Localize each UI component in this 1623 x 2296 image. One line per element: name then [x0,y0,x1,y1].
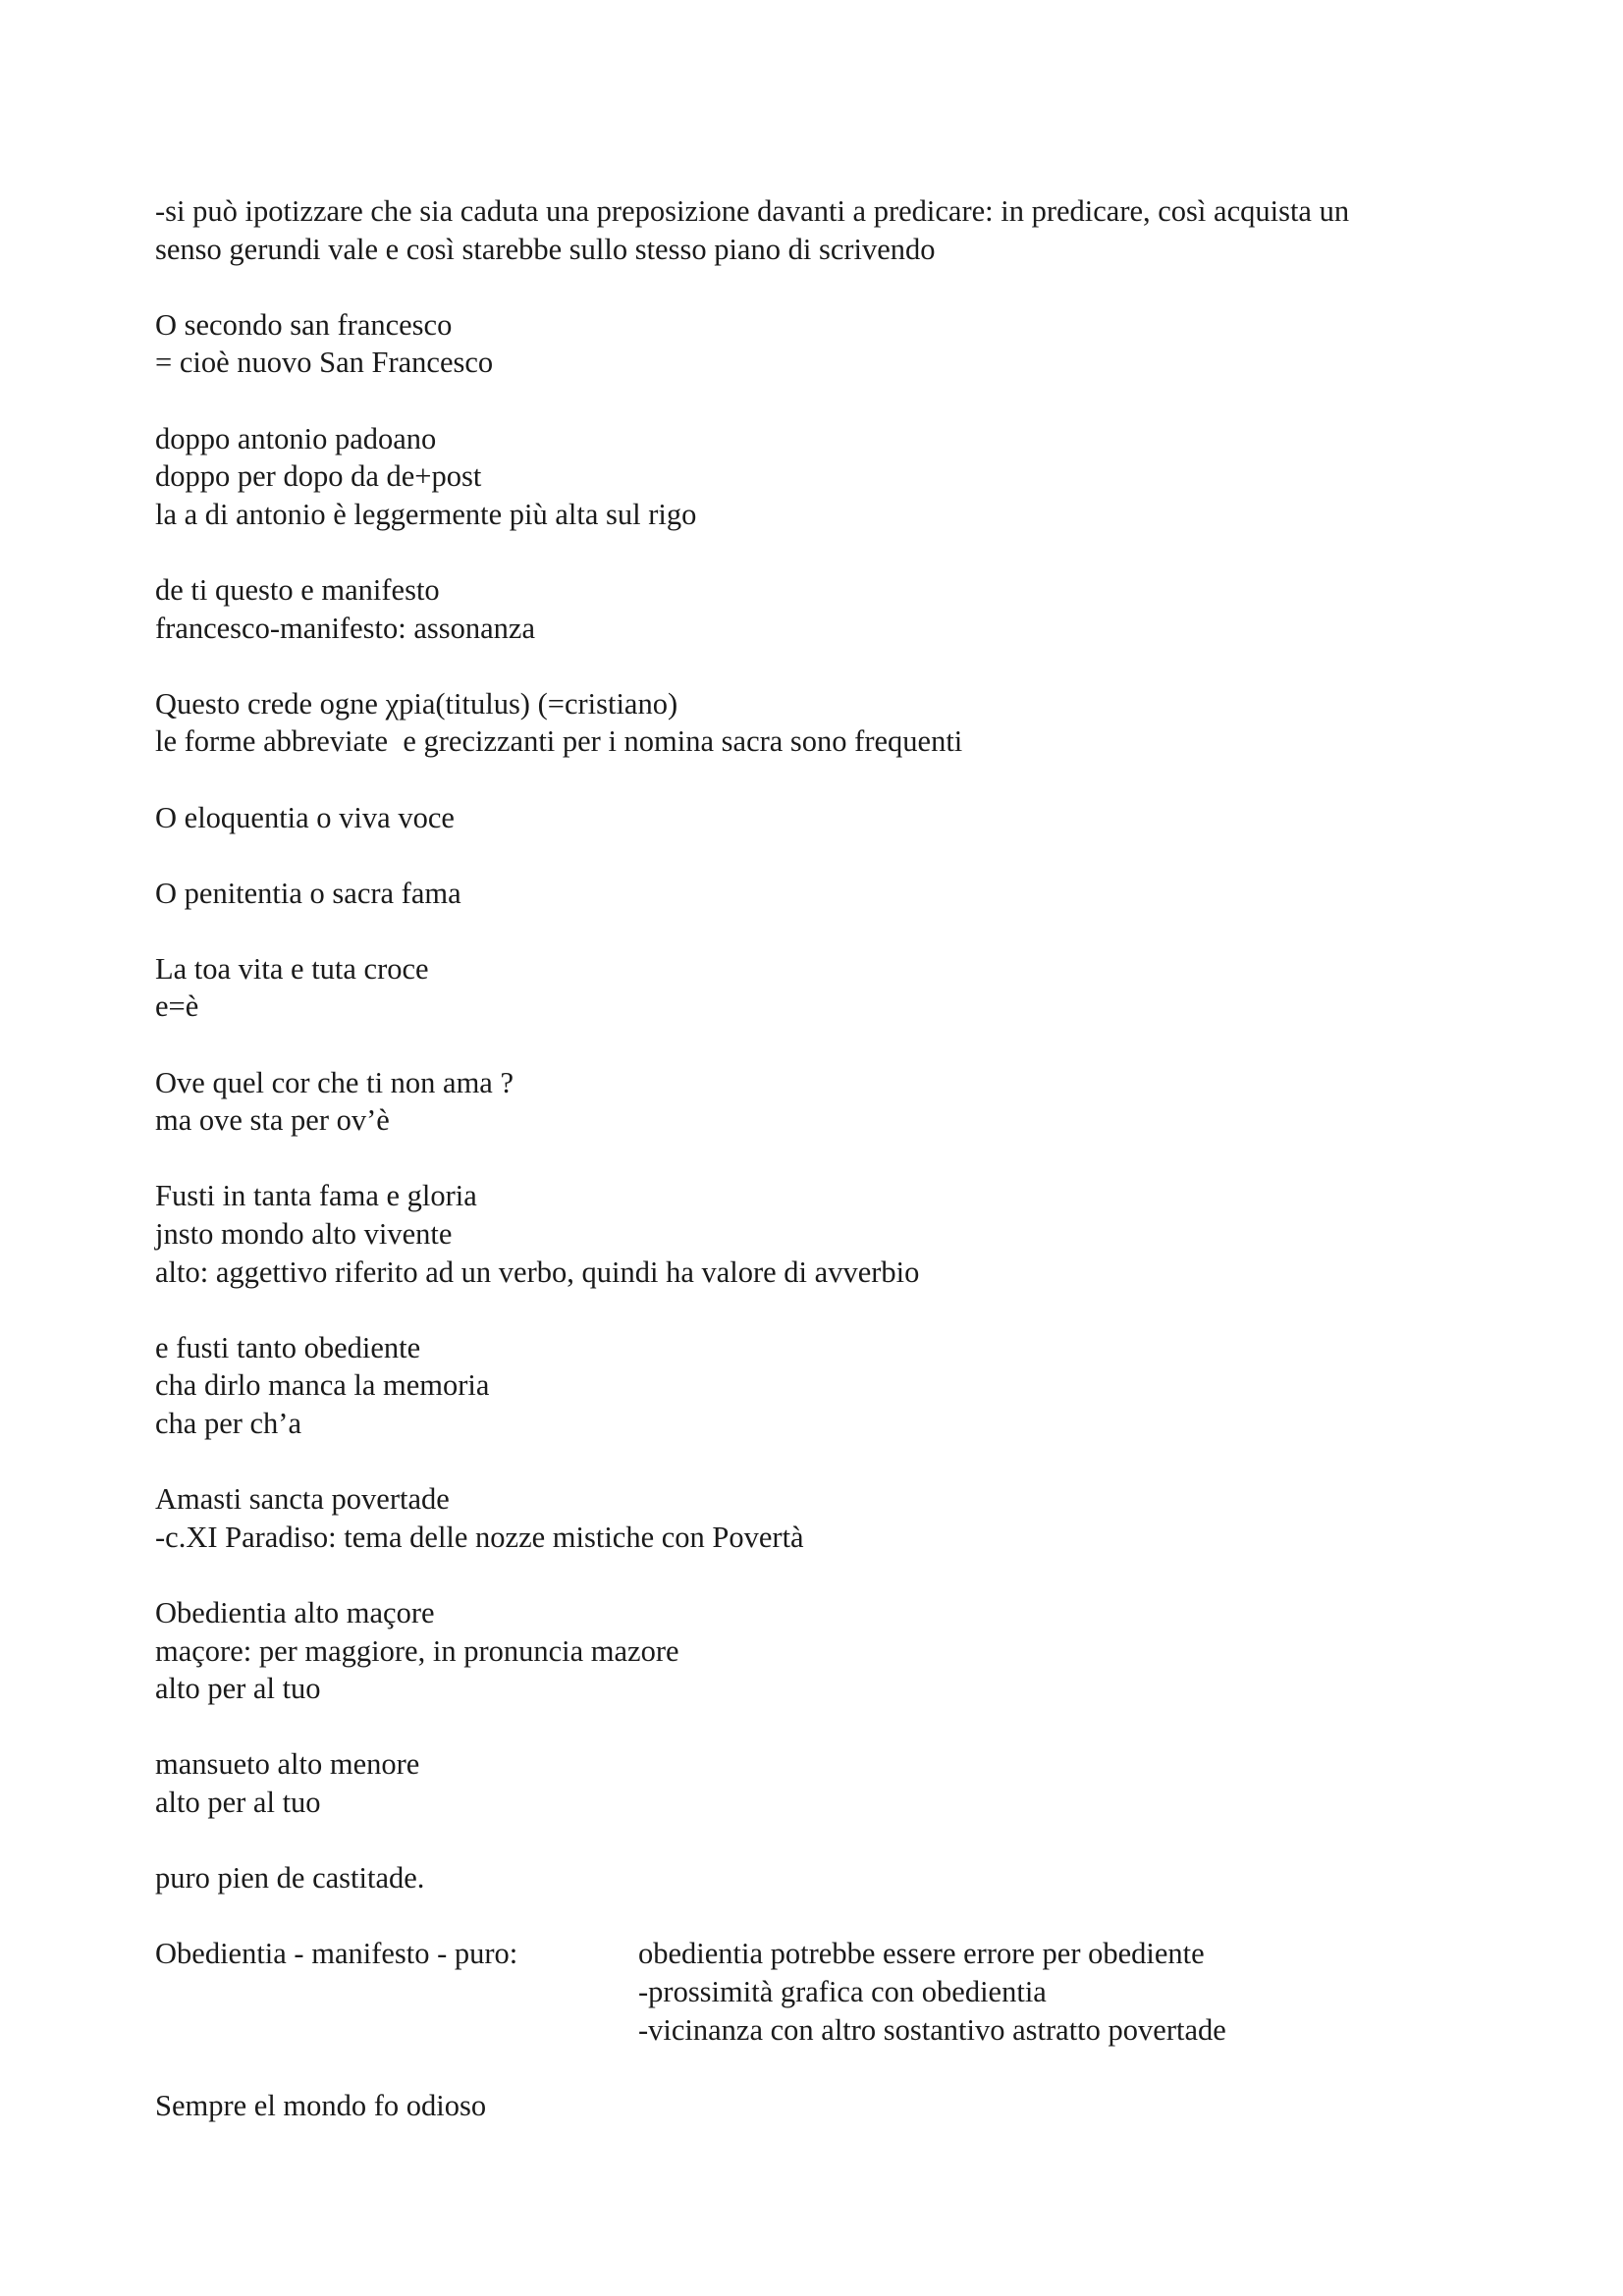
paragraph [155,2087,1530,2125]
text-line: O eloquentia o viva voce [155,800,455,834]
text-line: -si può ipotizzare che sia caduta una preposizione davanti a predicare: in predicare, così acquista un [155,194,1350,228]
note-line: -prossimità grafica con obedientia [638,1974,1047,2008]
text-line: = cioè nuovo San Francesco [155,346,494,380]
text-line: La toa vita e tuta croce [155,951,429,986]
text-line: mansueto alto menore [155,1747,420,1782]
paragraph [155,1859,1530,1897]
text-line: alto: aggettivo riferito ad un verbo, quindi ha valore di avverbio [155,1255,920,1289]
paragraph [155,1745,1530,1821]
text-line: jnsto mondo alto vivente [155,1217,453,1252]
text-line: la a di antonio è leggermente più alta sul rigo [155,497,697,531]
text-line: alto per al tuo [155,1785,321,1819]
final-line: Sempre el mondo fo odioso [155,2088,487,2122]
note-line: obedientia potrebbe essere errore per obediente [638,1937,1205,1971]
paragraph [155,799,1530,837]
note-line: -vicinanza con altro sostantivo astratto povertade [638,2012,1226,2047]
text-line: O penitentia o sacra fama [155,876,461,910]
text-line: le forme abbreviate e grecizzanti per i nomina sacra sono frequenti [155,724,963,759]
paragraph [155,950,1530,1026]
note-label-column [155,1935,638,2049]
text-line: doppo antonio padoano [155,421,437,455]
paragraph [155,306,1530,382]
text-line: alto per al tuo [155,1672,321,1706]
note-block [155,1935,1530,2049]
document-body [155,192,1530,2124]
text-line: Obedientia alto maçore [155,1595,435,1629]
paragraph [155,1594,1530,1708]
paragraph [155,571,1530,647]
text-line: e fusti tanto obediente [155,1330,421,1364]
note-lines-column [638,1935,1530,2049]
text-line: senso gerundi vale e così starebbe sullo stesso piano di scrivendo [155,232,936,266]
text-line: de ti questo e manifesto [155,572,440,607]
paragraph [155,1064,1530,1140]
text-line: Questo crede ogne χpia(titulus) (=cristiano) [155,686,678,721]
paragraph [155,685,1530,761]
paragraph [155,1480,1530,1556]
text-line: Fusti in tanta fama e gloria [155,1179,477,1213]
text-line: -c.XI Paradiso: tema delle nozze mistiche con Povertà [155,1520,804,1554]
text-line: francesco-manifesto: assonanza [155,611,535,645]
paragraph [155,192,1530,268]
text-line: Ove quel cor che ti non ama ? [155,1065,514,1099]
text-line: cha dirlo manca la memoria [155,1368,490,1403]
paragraph [155,420,1530,534]
text-line: Amasti sancta povertade [155,1482,450,1517]
text-line: ma ove sta per ov’è [155,1103,390,1138]
text-line: doppo per dopo da de+post [155,459,482,494]
text-line: puro pien de castitade. [155,1861,425,1896]
text-line: e=è [155,989,199,1024]
paragraph [155,875,1530,913]
paragraph [155,1329,1530,1443]
text-line: maçore: per maggiore, in pronuncia mazore [155,1633,679,1668]
note-label: Obedientia - manifesto - puro: [155,1937,518,1971]
text-line: cha per ch’a [155,1407,302,1440]
text-line: O secondo san francesco [155,307,453,342]
paragraph [155,1177,1530,1291]
